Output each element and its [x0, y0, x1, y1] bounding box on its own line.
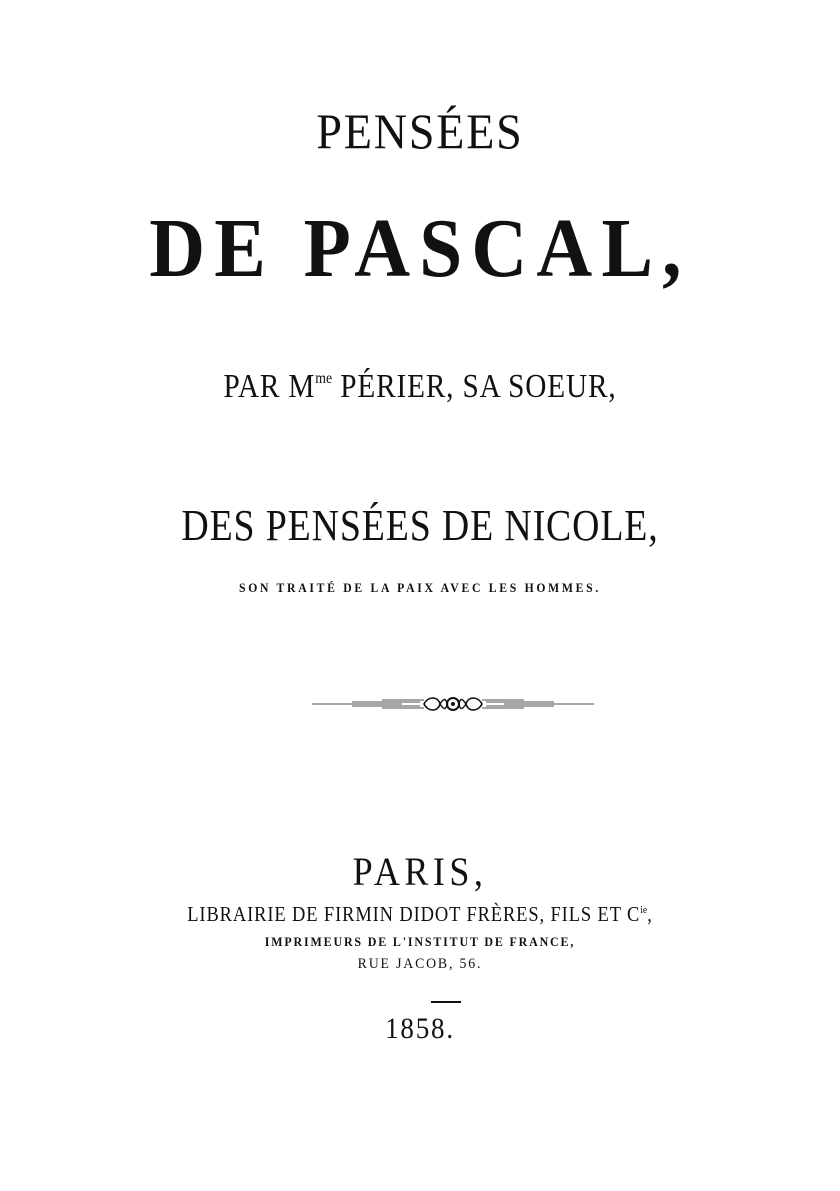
imprint-publisher: [50, 902, 789, 927]
author-prefix: PAR M: [223, 368, 316, 405]
publisher-superscript: ie: [640, 904, 648, 916]
subtitle-line-2: SON TRAITÉ DE LA PAIX AVEC LES HOMMES.: [238, 580, 601, 595]
title-line-2: DE PASCAL,: [149, 202, 691, 295]
fleuron-ornament-icon: [312, 692, 594, 716]
imprint-year: 1858.: [385, 1012, 455, 1045]
publisher-main: LIBRAIRIE DE FIRMIN DIDOT FRÈRES, FILS ET C: [187, 902, 641, 926]
subtitle-line: DES PENSÉES DE NICOLE,: [181, 501, 659, 550]
author-suffix: PÉRIER, SA SOEUR,: [332, 368, 617, 405]
imprint-city: PARIS,: [352, 849, 488, 894]
author-superscript: me: [315, 370, 333, 387]
divider: [431, 1001, 461, 1003]
title-line-1: PENSÉES: [316, 103, 524, 159]
publisher-end: ,: [647, 902, 653, 926]
author-line: [59, 368, 781, 406]
imprint-printers: IMPRIMEURS DE L'INSTITUT DE FRANCE,: [264, 934, 576, 949]
imprint-address: RUE JACOB, 56.: [357, 956, 483, 972]
